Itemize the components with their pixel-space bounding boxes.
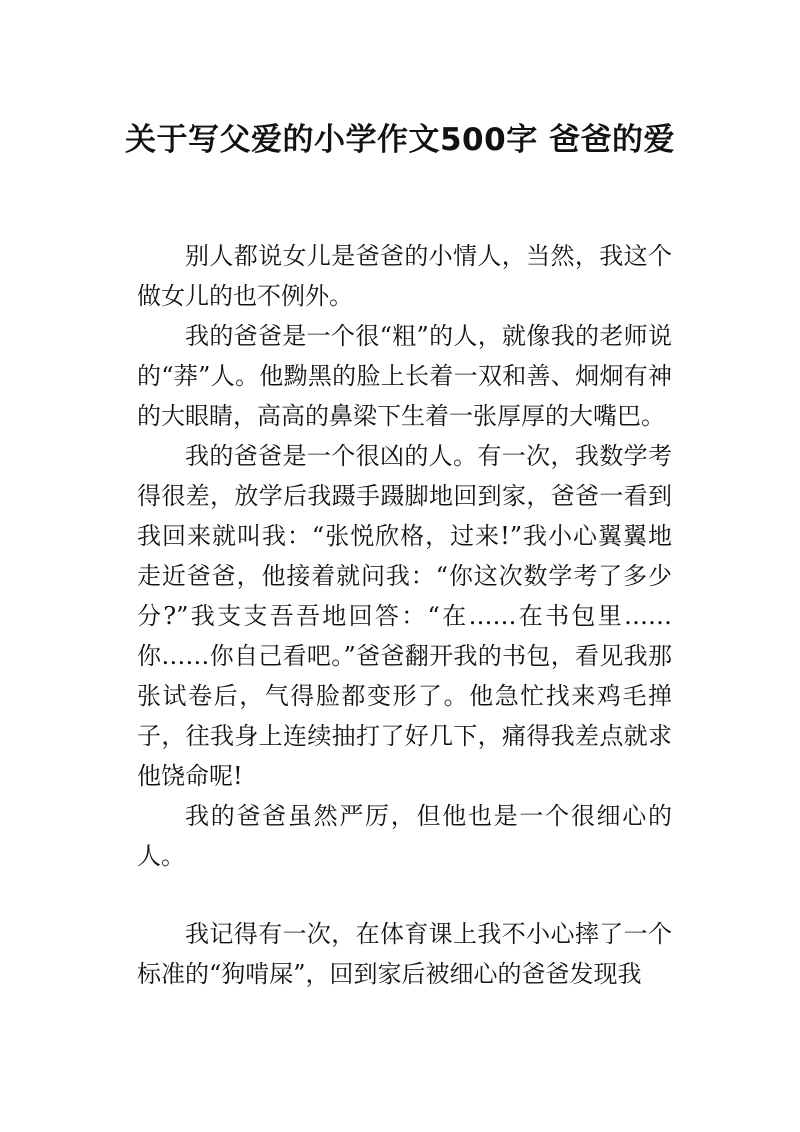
paragraph-4: 我的爸爸虽然严厉，但他也是一个很细心的人。 [137,802,672,870]
paragraph-5: 我记得有一次，在体育课上我不小心摔了一个标准的“狗啃屎”，回到家后被细心的爸爸发现我 [137,920,672,988]
paragraph-1: 别人都说女儿是爸爸的小情人，当然，我这个做女儿的也不例外。 [137,242,672,310]
document-title: 关于写父爱的小学作文500字 爸爸的爱 [124,121,675,158]
paragraph-2: 我的爸爸是一个很“粗”的人，就像我的老师说的“莽”人。他黝黑的脸上长着一双和善、炯炯有神的大眼睛，高高的鼻梁下生着一张厚厚的大嘴巴。 [137,322,672,430]
paragraph-3: 我的爸爸是一个很凶的人。有一次，我数学考得很差，放学后我蹑手蹑脚地回到家，爸爸一看到我回来就叫我：“张悦欣格，过来!”我小心翼翼地走近爸爸，他接着就问我：“你这次数学考了多少分?”我支支吾吾地回答：“在……在书包里……你……你自己看吧。”爸爸翻开我的书包，看见我那张试卷后，气得脸都变形了。他急忙找来鸡毛掸子，往我身上连续抽打了好几下，痛得我差点就求他饶命呢! [137,442,672,790]
document-body [137,236,672,994]
